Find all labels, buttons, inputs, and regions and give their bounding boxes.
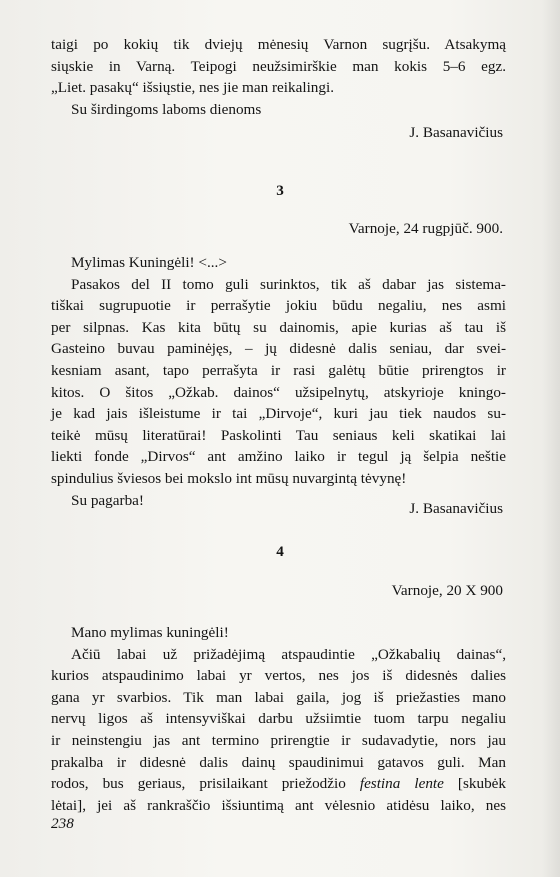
letter-3-body xyxy=(51,252,506,511)
text-line: liekti fonde „Dirvos“ ant amžino laiko ir tegul ją šelpia neštie xyxy=(51,448,506,466)
text-line: ir neinstengiu jas ant termino prirengtie ir sudavadytie, nors jau xyxy=(51,731,506,749)
text-line: gana yr svarbios. Tik man labai gaila, jog iš priežasties mano xyxy=(51,688,506,706)
text-line: prakalba ir didesnė dalis dainų spaudinimui gatavos guli. Man xyxy=(51,753,506,771)
text-line: spindulius šviesos bei mokslo int mūsų nuvargintą tėvynę! xyxy=(51,469,407,487)
text-line: Gasteino buvau paminėjęs, – jų didesnė dalis seniau, dar svei- xyxy=(51,340,506,358)
text-fragment: rodos, bus geriaus, prisilaikant priežodžio xyxy=(51,775,360,793)
text-line: taigi po kokių tik dviejų mėnesių Varnon sugrįšu. Atsakymą xyxy=(51,36,506,53)
text-line: kesniam asant, tapo perrašyta ir rasi galėtų būtie prirengtos ir xyxy=(51,361,506,379)
salutation: Mylimas Kuningėli! <...> xyxy=(71,254,227,271)
text-line: nervų ligos aš intensyviškai darbu užsiimtie tuom tarpu negaliu xyxy=(51,710,506,728)
text-line: „Liet. pasakų“ išsiųstie, nes jie man reikalingi. xyxy=(51,79,335,97)
signature: J. Basanavičius xyxy=(409,124,503,141)
letter-dateline: Varnoje, 24 rugpjūč. 900. xyxy=(348,220,503,237)
page-number: 238 xyxy=(51,815,74,832)
closing-line: Su pagarba! xyxy=(71,491,144,509)
text-line: Ačiū labai už prižadėjimą atspaudintie „Ožkabalių dainas“, xyxy=(71,645,506,663)
text-line: kitos. O šitos „Ožkab. dainos“ užsipelnytų, atskyrioje kningo- xyxy=(51,383,506,401)
letter-number: 4 xyxy=(276,543,284,560)
letter-dateline: Varnoje, 20 X 900 xyxy=(391,582,503,599)
text-line: tiškai sugrupuotie ir perrašytie jokiu būdu negaliu, nes asmi xyxy=(51,297,506,315)
text-line: je kad jais išleistume ir tai „Dirvoje“, kuri jau tiek naudos su- xyxy=(51,405,506,423)
letter-number: 3 xyxy=(276,182,284,199)
text-fragment: [skubėk xyxy=(443,775,506,793)
page-edge-shadow xyxy=(542,0,560,877)
text-line: per silpnas. Kas kita būtų su dainomis, apie kurias aš tau iš xyxy=(51,318,506,336)
text-line: lėtai], jei aš rankraščio išsiuntimą ant vėlesnio atidėsu laiko, nes xyxy=(51,796,506,814)
text-line: Pasakos del II tomo guli surinktos, tik aš dabar jas sistema- xyxy=(71,275,506,293)
letter-4-body xyxy=(51,622,506,816)
latin-phrase: festina lente xyxy=(359,775,444,793)
letter-continuation xyxy=(51,34,506,120)
closing-line: Su širdingoms laboms dienoms xyxy=(71,100,262,118)
salutation: Mano mylimas kuningėli! xyxy=(71,624,229,641)
text-line: siųskie in Varną. Teipogi neužsimirškie man kokis 5–6 egz. xyxy=(51,57,506,75)
text-line: kurios atspaudinimo labai yr vertos, nes jos iš didesnės dalies xyxy=(51,667,506,685)
text-line xyxy=(51,773,506,795)
signature: J. Basanavičius xyxy=(409,500,503,517)
text-line: teikė mūsų literatūrai! Paskolinti Tau seniaus keli skatikai lai xyxy=(51,426,506,444)
